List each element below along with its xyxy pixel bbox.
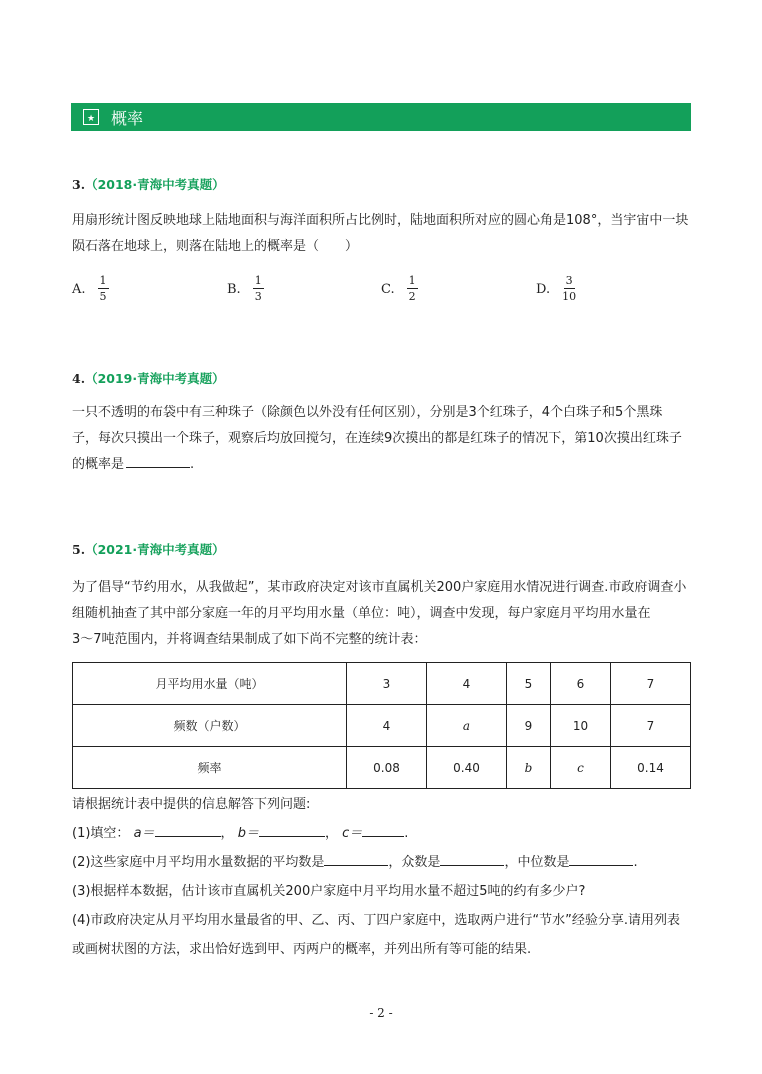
q5-sub-2 xyxy=(72,848,697,877)
denominator: 5 xyxy=(99,290,107,303)
q3-number: 3. xyxy=(72,177,86,192)
table-cell: 频数（户数） xyxy=(73,705,347,747)
answer-blank-median[interactable] xyxy=(569,851,633,866)
answer-blank-c[interactable] xyxy=(362,822,404,837)
answer-blank-mean[interactable] xyxy=(324,851,388,866)
table-cell: 7 xyxy=(611,705,691,747)
section-title: 概率 xyxy=(111,108,144,128)
q3-option-d xyxy=(536,274,576,304)
denominator: 10 xyxy=(562,290,577,303)
q3-line-1: 用扇形统计图反映地球上陆地面积与海洋面积所占比例时，陆地面积所对应的圆心角是108°，当宇宙中一块 xyxy=(72,213,689,228)
q4-line-3 xyxy=(72,452,697,478)
q4-source: （2019·青海中考真题） xyxy=(85,371,225,386)
sub-1-a-label: a＝ xyxy=(133,826,155,841)
option-label: A. xyxy=(72,281,86,297)
sub-1-c-label: c＝ xyxy=(342,826,363,841)
q4-line-1: 一只不透明的布袋中有三种珠子（除颜色以外没有任何区别），分别是3个红珠子，4个白珠子和5个黑珠 xyxy=(72,405,663,420)
table-cell: 3 xyxy=(347,663,427,705)
fraction xyxy=(98,274,109,304)
table-cell: 9 xyxy=(507,705,551,747)
denominator: 3 xyxy=(254,290,262,303)
table-cell: c xyxy=(551,747,611,789)
answer-blank-mode[interactable] xyxy=(440,851,504,866)
q5-sub-1 xyxy=(72,819,697,848)
q4-number: 4. xyxy=(72,371,86,386)
table-cell: 4 xyxy=(347,705,427,747)
section-banner xyxy=(71,103,691,131)
q5-sub-4-line-2: 或画树状图的方法，求出恰好选到甲、丙两户的概率，并列出所有等可能的结果. xyxy=(72,942,532,957)
q5-sub-4-line-1: (4)市政府决定从月平均用水量最省的甲、乙、丙、丁四户家庭中，选取两户进行“节水”经验分享.请用列表 xyxy=(72,913,681,928)
sub-2-end: . xyxy=(633,855,638,870)
sub-1-label: (1)填空： xyxy=(72,826,130,841)
numerator: 1 xyxy=(99,274,107,287)
option-label: B. xyxy=(227,281,241,297)
q4-line-3-text: 的概率是 xyxy=(72,457,125,472)
q3-option-c xyxy=(381,274,418,304)
sub-2-mode-label: ，众数是 xyxy=(388,855,441,870)
page-number: - 2 - xyxy=(369,1006,393,1020)
table-cell: 4 xyxy=(427,663,507,705)
table-cell: 0.14 xyxy=(611,747,691,789)
q4-line-3-end: . xyxy=(190,457,195,472)
fraction xyxy=(253,274,264,304)
table-cell: 频率 xyxy=(73,747,347,789)
q4-header xyxy=(72,369,225,387)
q3-option-b xyxy=(227,274,264,304)
sub-2-median-label: ，中位数是 xyxy=(504,855,570,870)
table-cell: 月平均用水量（吨） xyxy=(73,663,347,705)
table-cell: 0.08 xyxy=(347,747,427,789)
q5-prompt: 请根据统计表中提供的信息解答下列问题: xyxy=(72,797,311,812)
q3-source: （2018·青海中考真题） xyxy=(85,177,225,192)
table-cell: 10 xyxy=(551,705,611,747)
table-row xyxy=(73,705,691,747)
table-row xyxy=(73,663,691,705)
sub-1-b-label: b＝ xyxy=(237,826,259,841)
option-label: D. xyxy=(536,281,551,297)
separator: ， xyxy=(220,826,234,841)
q3-option-a xyxy=(72,274,109,304)
fraction xyxy=(562,274,576,304)
q5-line-2: 组随机抽查了其中部分家庭一年的月平均用水量（单位：吨），调查中发现，每户家庭月平均用水量在 xyxy=(72,606,651,621)
table-cell: 7 xyxy=(611,663,691,705)
numerator: 1 xyxy=(254,274,262,287)
numerator: 1 xyxy=(408,274,416,287)
numerator: 3 xyxy=(565,274,573,287)
answer-blank-a[interactable] xyxy=(155,822,221,837)
table-cell: a xyxy=(427,705,507,747)
q5-line-1: 为了倡导“节约用水，从我做起”，某市政府决定对该市直属机关200户家庭用水情况进行调查.市政府调查小 xyxy=(72,580,687,595)
option-label: C. xyxy=(381,281,395,297)
table-row xyxy=(73,747,691,789)
q5-source: （2021·青海中考真题） xyxy=(85,542,225,557)
answer-blank-b[interactable] xyxy=(259,822,325,837)
q5-line-3: 3～7吨范围内，并将调查结果制成了如下尚不完整的统计表： xyxy=(72,632,427,647)
q5-stem xyxy=(72,575,697,653)
q5-header xyxy=(72,540,225,558)
denominator: 2 xyxy=(408,290,416,303)
sub-1-end: . xyxy=(404,826,409,841)
water-usage-table xyxy=(72,662,691,789)
answer-blank[interactable] xyxy=(126,453,190,468)
q3-stem xyxy=(72,208,697,260)
q4-line-2: 子，每次只摸出一个珠子，观察后均放回搅匀，在连续9次摸出的都是红珠子的情况下，第10次摸出红珠子 xyxy=(72,431,682,446)
sub-2-text: (2)这些家庭中月平均用水量数据的平均数是 xyxy=(72,855,325,870)
q5-subquestions xyxy=(72,790,697,964)
q3-header xyxy=(72,175,225,193)
fraction xyxy=(407,274,418,304)
bookmark-star-icon: ★ xyxy=(83,109,99,125)
table-cell: 0.40 xyxy=(427,747,507,789)
table-cell: 6 xyxy=(551,663,611,705)
table-cell: b xyxy=(507,747,551,789)
table-cell: 5 xyxy=(507,663,551,705)
separator: ， xyxy=(324,826,338,841)
q5-number: 5. xyxy=(72,542,86,557)
q4-stem xyxy=(72,400,697,478)
q5-sub-3: (3)根据样本数据，估计该市直属机关200户家庭中月平均用水量不超过5吨的约有多少户? xyxy=(72,884,586,899)
q3-line-2: 陨石落在地球上，则落在陆地上的概率是（ ） xyxy=(72,239,359,254)
